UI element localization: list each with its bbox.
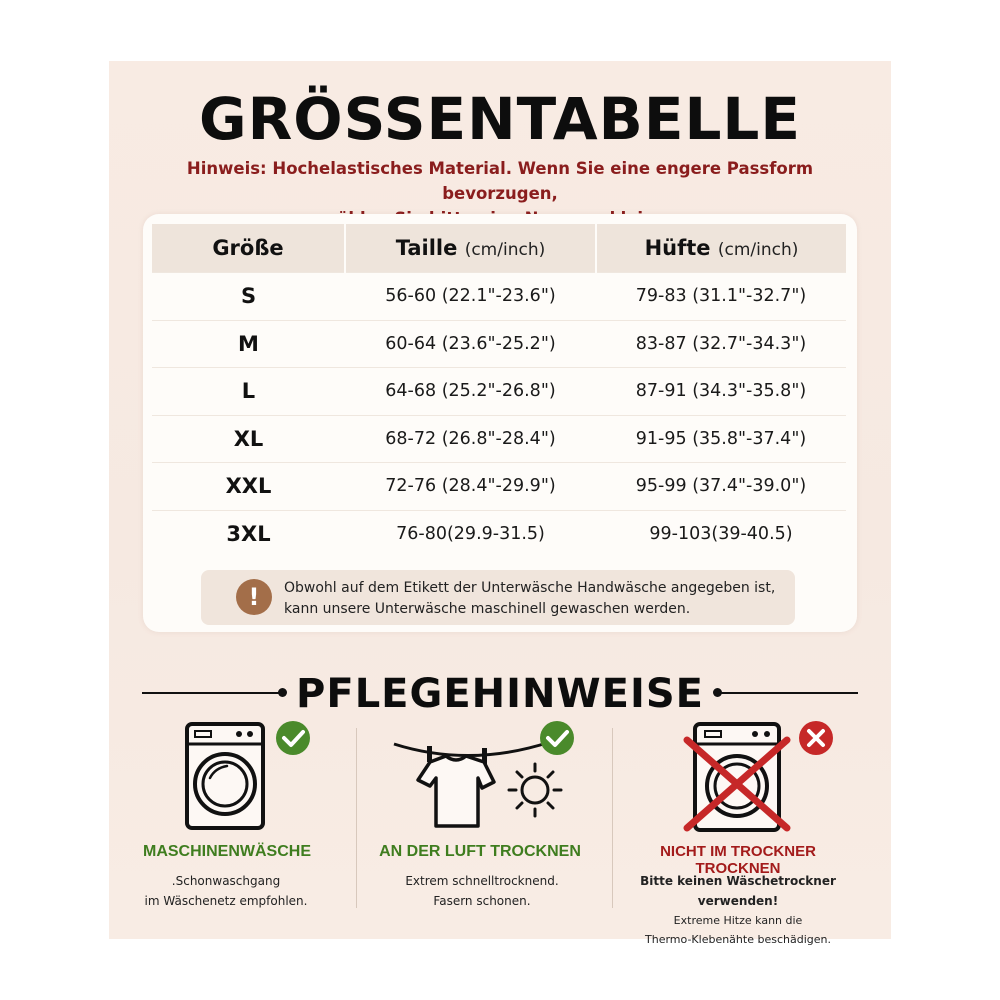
- care-title: PFLEGEHINWEISE: [296, 671, 704, 717]
- check-icon: [276, 721, 310, 755]
- table-row: [152, 320, 846, 368]
- care-item-text-wash: [96, 871, 356, 911]
- care-item-title-air-dry: AN DER LUFT TROCKNEN: [379, 843, 581, 860]
- table-row: [152, 510, 846, 557]
- care-item-air-dry-line-2: Fasern schonen.: [433, 894, 531, 908]
- waist-cell: 60-64 (23.6"-25.2"): [345, 320, 596, 368]
- header-waist: [345, 224, 596, 273]
- header-size-label: Größe: [212, 236, 284, 260]
- wash-hint-line-1: Obwohl auf dem Etikett der Unterwäsche Handwäsche angegeben ist,: [284, 580, 776, 596]
- table-row: [152, 273, 846, 321]
- table-row: [152, 368, 846, 416]
- page-title: GRÖSSENTABELLE: [199, 85, 801, 153]
- care-item-no-dryer-line-2: Extreme Hitze kann die: [673, 914, 803, 927]
- header-hip-unit: (cm/inch): [717, 240, 799, 260]
- divider-line-right: [720, 692, 858, 694]
- sun-icon: [522, 777, 548, 803]
- table-row: [152, 415, 846, 463]
- hip-cell: 87-91 (34.3"-35.8"): [596, 368, 846, 416]
- hip-cell: 99-103(39-40.5): [596, 510, 846, 557]
- size-table: [152, 224, 846, 557]
- size-cell: 3XL: [152, 510, 345, 557]
- header-size: [152, 224, 345, 273]
- table-row: [152, 463, 846, 511]
- wash-hint-line-2: kann unsere Unterwäsche maschinell gewaschen werden.: [284, 601, 691, 617]
- size-cell: L: [152, 368, 345, 416]
- table-header-row: [152, 224, 846, 273]
- header-hip: [596, 224, 846, 273]
- dryer-crossed-icon: [683, 720, 839, 835]
- size-cell: S: [152, 273, 345, 321]
- care-item-title-no-dryer: NICHT IM TROCKNER TROCKNEN: [660, 843, 816, 877]
- waist-cell: 64-68 (25.2"-26.8"): [345, 368, 596, 416]
- wash-hint-text: [284, 578, 784, 620]
- care-item-text-air-dry: [352, 871, 612, 911]
- washing-machine-icon: [183, 720, 313, 832]
- size-cell: XL: [152, 415, 345, 463]
- header-hip-label: Hüfte: [644, 236, 711, 260]
- clothesline-shirt-icon: [390, 720, 590, 835]
- hip-cell: 79-83 (31.1"-32.7"): [596, 273, 846, 321]
- waist-cell: 72-76 (28.4"-29.9"): [345, 463, 596, 511]
- header-waist-label: Taille: [395, 236, 458, 260]
- fit-note-line-1: Hinweis: Hochelastisches Material. Wenn Sie eine engere Passform bevorzugen,: [186, 159, 814, 203]
- hip-cell: 91-95 (35.8"-37.4"): [596, 415, 846, 463]
- header-waist-unit: (cm/inch): [464, 240, 546, 260]
- care-item-no-dryer-line-1: Bitte keinen Wäschetrockner verwenden!: [640, 874, 836, 908]
- care-item-title-wash: MASCHINENWÄSCHE: [143, 843, 311, 860]
- exclamation-icon: !: [236, 579, 272, 615]
- waist-cell: 76-80(29.9-31.5): [345, 510, 596, 557]
- size-cell: M: [152, 320, 345, 368]
- check-icon: [540, 721, 574, 755]
- hip-cell: 95-99 (37.4"-39.0"): [596, 463, 846, 511]
- size-cell: XXL: [152, 463, 345, 511]
- care-item-wash-line-2: im Wäschenetz empfohlen.: [144, 894, 308, 908]
- care-item-wash-line-1: .Schonwaschgang: [171, 874, 281, 888]
- care-item-air-dry-line-1: Extrem schnelltrocknend.: [405, 874, 559, 888]
- waist-cell: 68-72 (26.8"-28.4"): [345, 415, 596, 463]
- care-item-text-no-dryer: [608, 871, 868, 949]
- hip-cell: 83-87 (32.7"-34.3"): [596, 320, 846, 368]
- care-item-no-dryer-line-3: Thermo-Klebenähte beschädigen.: [645, 933, 831, 946]
- waist-cell: 56-60 (22.1"-23.6"): [345, 273, 596, 321]
